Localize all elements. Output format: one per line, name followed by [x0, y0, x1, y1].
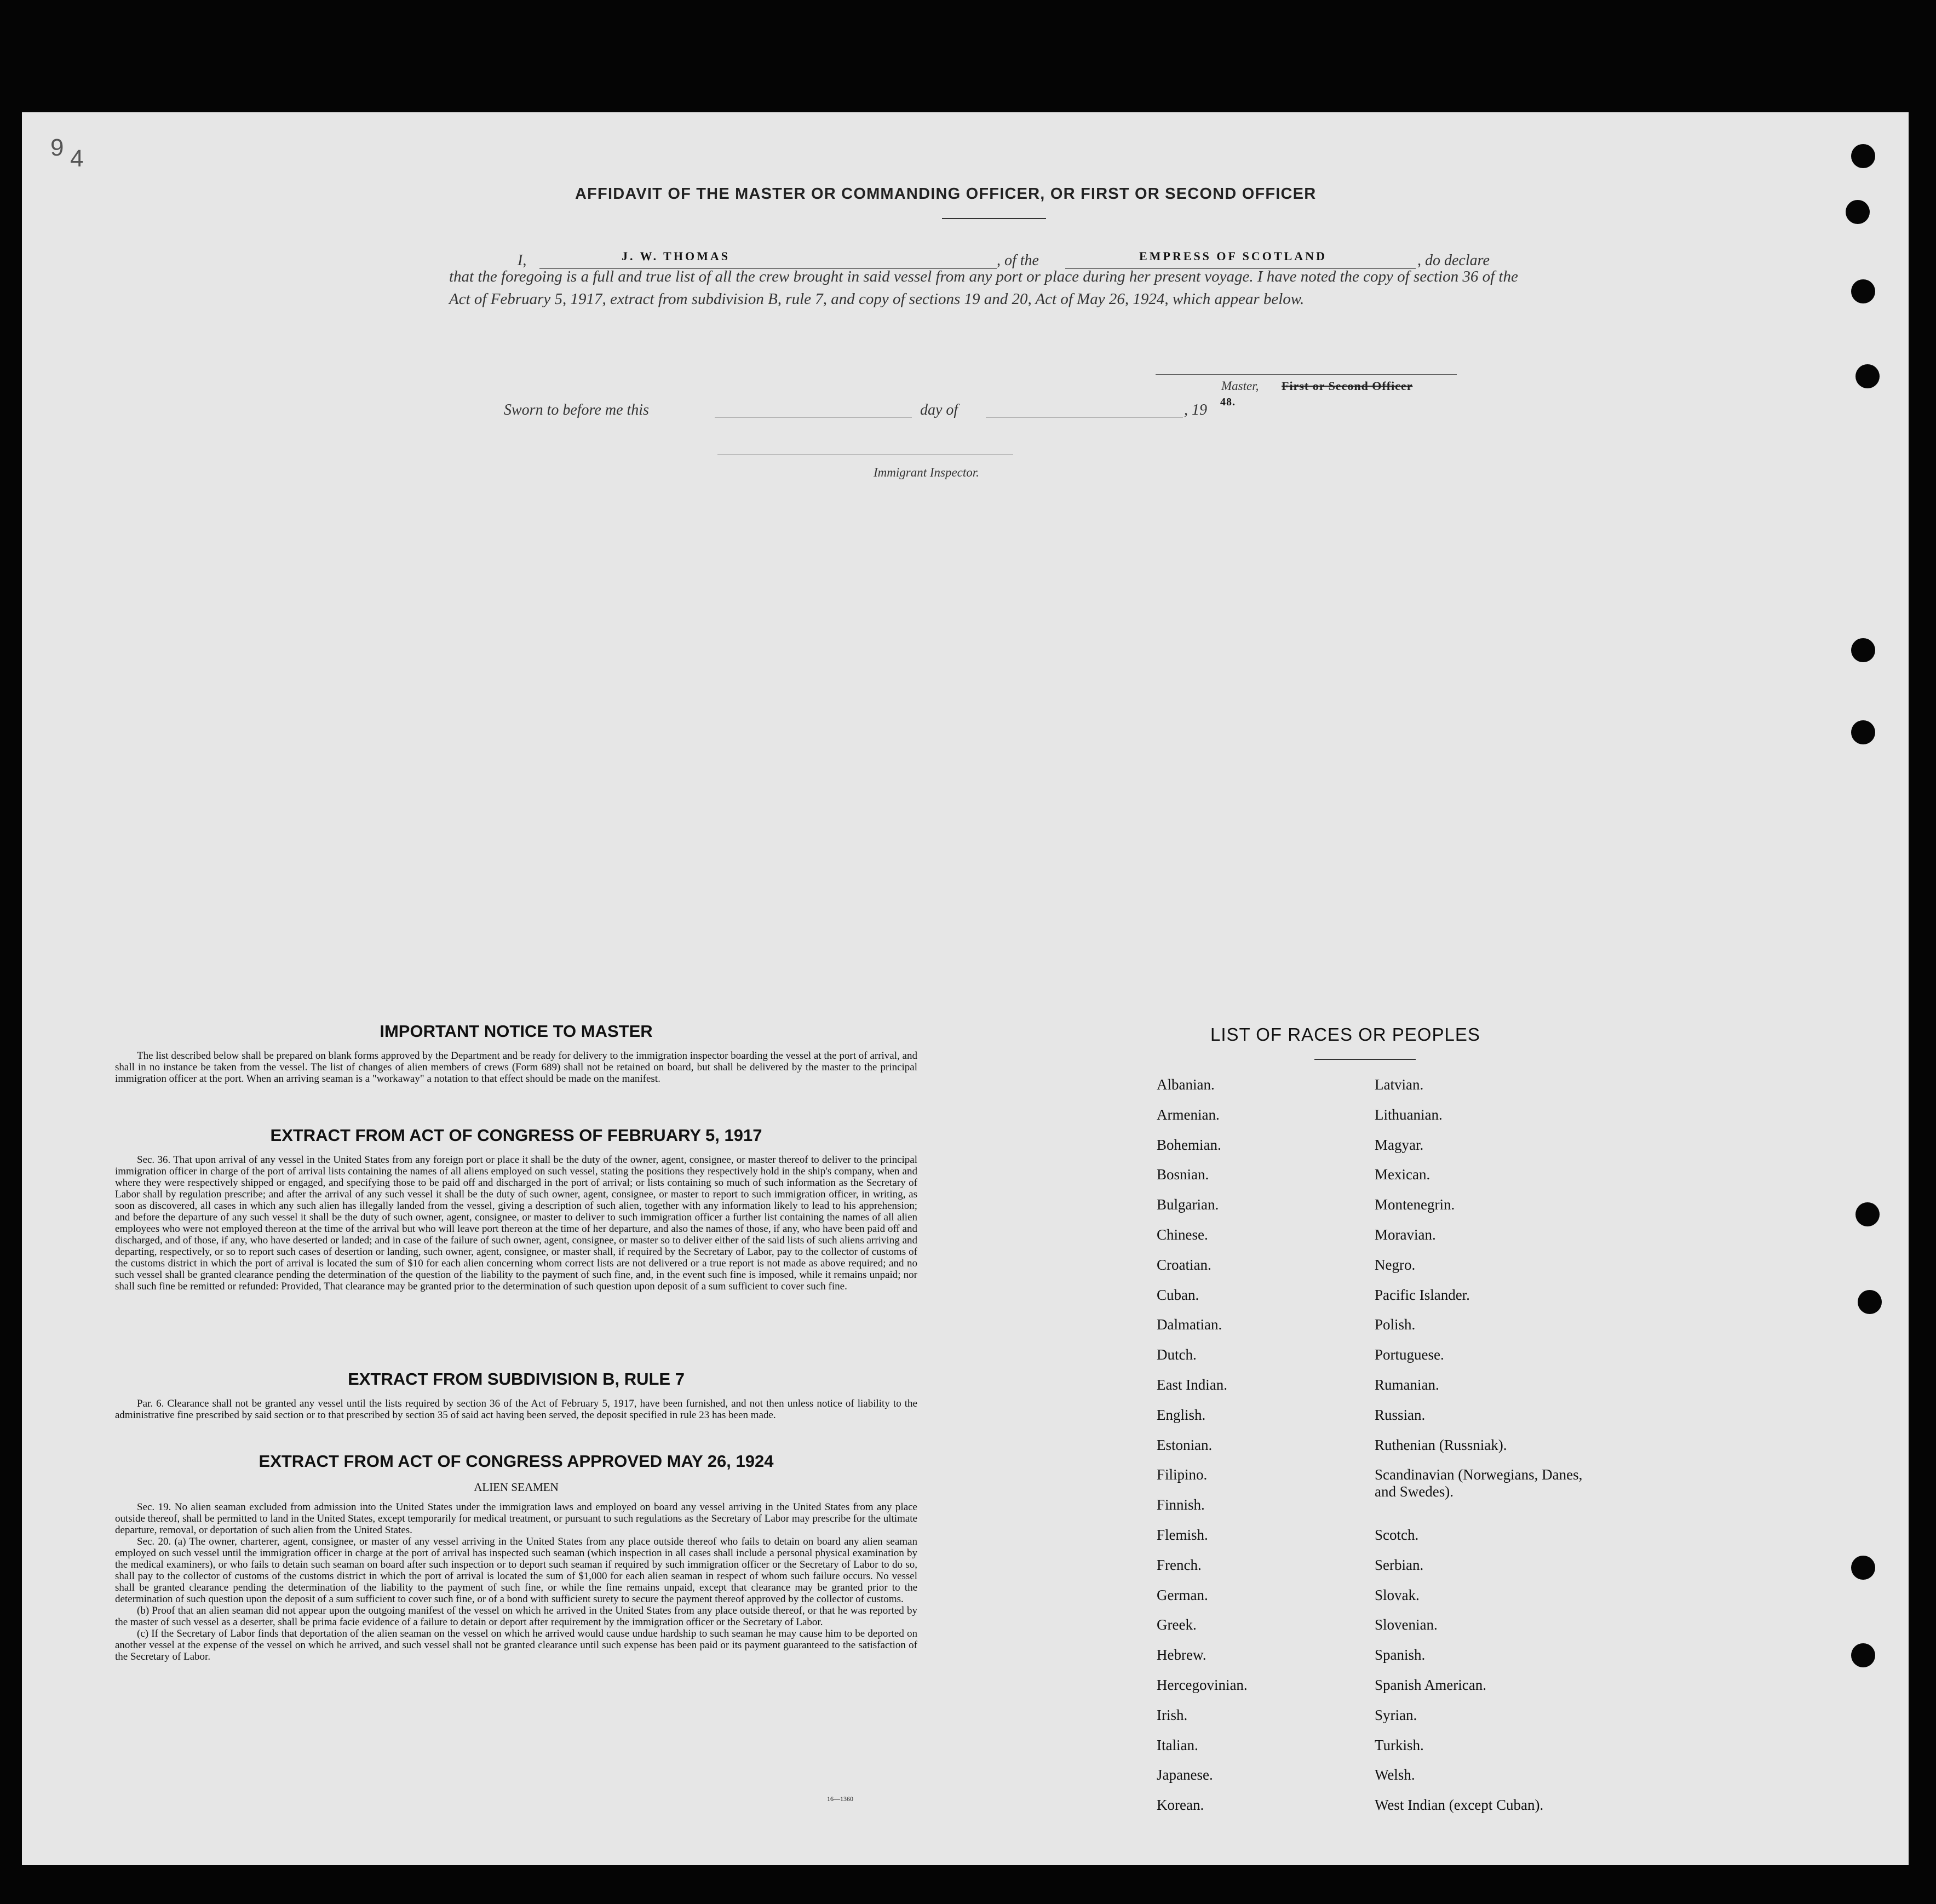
master-label: Master, [1221, 379, 1259, 393]
race-item: West Indian (except Cuban). [1375, 1797, 1544, 1814]
race-item: Scotch. [1375, 1527, 1419, 1543]
race-item: Japanese. [1157, 1767, 1213, 1783]
race-item: Bohemian. [1157, 1136, 1221, 1153]
document-page [22, 112, 1909, 1865]
punch-hole [1851, 1643, 1875, 1667]
race-item: Chinese. [1157, 1226, 1208, 1243]
punch-hole [1855, 1202, 1880, 1226]
race-item: Dalmatian. [1157, 1316, 1222, 1333]
punch-hole [1851, 1556, 1875, 1580]
extract-1917-text: Sec. 36. That upon arrival of any vessel in the United States from any foreign port or place it shall be the duty of the owner, agent, consignee, or master thereof to deliver to the principal immigration officer in charge of the port of arrival lists containing the names of all aliens employed on such vessel, stating the positions they respectively hold in the ship's company, when and where they were respectively shipped or engaged, and specifying those to be paid off and discharged in the port of arrival; or lists containing so much of such information as the Secretary of Labor shall by regulation prescribe; and after the arrival of any such vessel it shall be the duty of such owner, agent, consignee, or master to report to such immigration officer, in writing, as soon as discovered, all cases in which any such alien has illegally landed from the vessel, giving a description of such alien, together with any information likely to lead to his apprehension; and before the departure of any such vessel it shall be the duty of such owner, agent, consignee, or master to deliver to such immigration officer a further list containing the names of all alien employees who were not employed thereon at the time of the arrival but who will leave port thereon at the time of her departure, and also the names of those, if any, who have been paid off and discharged, and of those, if any, who have deserted or landed; and in case of the failure of such owner, agent, consignee, or master so to deliver either of the said lists of such aliens arriving and departing, respectively, or so to report such cases of desertion or landing, such owner, agent, consignee, or master shall, if required by the Secretary of Labor, pay to the collector of customs of the customs district in which the port of arrival is located the sum of $10 for each alien concerning whom correct lists are not delivered or a true report is not made as above required; and no such vessel shall be granted clearance pending the determination of the question of the liability to the payment of such fine, and, in the event such fine is imposed, while it remains unpaid; nor shall such fine be remitted or refunded: Provided, That clearance may be granted prior to the determination of such question upon deposit of a sum sufficient to cover such fine. [115, 1154, 917, 1292]
race-item: Hercegovinian. [1157, 1677, 1248, 1693]
race-item: Russian. [1375, 1406, 1426, 1423]
margin-mark-1: 9 [50, 134, 64, 161]
race-item: Montenegrin. [1375, 1196, 1455, 1213]
day-of-label: day of [920, 402, 958, 418]
race-item: Bosnian. [1157, 1166, 1209, 1183]
race-item: Welsh. [1375, 1767, 1415, 1783]
sworn-prefix: Sworn to before me this [504, 402, 649, 418]
races-title-rule [1314, 1059, 1416, 1060]
race-item: Scandinavian (Norwegians, Danes, and Swedes). [1375, 1466, 1583, 1500]
punch-hole [1855, 364, 1880, 388]
sec-20c-text: (c) If the Secretary of Labor finds that deportation of the alien seaman on the vessel on which he arrived would cause undue hardship to such seaman he may cause him to be deported on another vessel at the expense of the vessel on which he arrived, and such vessel shall not be granted clearance until such expense has been paid or its payment guaranteed to the satisfaction of the Secretary of Labor. [115, 1628, 917, 1662]
affidavit-i-label: I, [518, 252, 527, 269]
do-declare-label: , do declare [1417, 252, 1490, 269]
race-item: Italian. [1157, 1736, 1198, 1753]
year-filled: 48. [1220, 396, 1236, 408]
immigrant-inspector-label: Immigrant Inspector. [874, 466, 979, 479]
struck-officer-label: First or Second Officer [1282, 379, 1413, 393]
race-item: Flemish. [1157, 1527, 1208, 1543]
race-item: Bulgarian. [1157, 1196, 1219, 1213]
race-item: Portuguese. [1375, 1346, 1444, 1363]
race-item: Mexican. [1375, 1166, 1431, 1183]
master-name-filled: J. W. THOMAS [622, 249, 730, 263]
race-item: Lithuanian. [1375, 1106, 1443, 1123]
race-item: Spanish American. [1375, 1677, 1486, 1693]
year-prefix: , 19 [1184, 402, 1207, 418]
race-item: Finnish. [1157, 1496, 1205, 1513]
race-item: East Indian. [1157, 1377, 1227, 1393]
race-item: Spanish. [1375, 1647, 1426, 1664]
race-item: Armenian. [1157, 1106, 1220, 1123]
race-item: Pacific Islander. [1375, 1286, 1470, 1303]
affidavit-title: AFFIDAVIT OF THE MASTER OR COMMANDING OFFICER, OR FIRST OR SECOND OFFICER [575, 185, 1317, 203]
title-rule [942, 218, 1046, 219]
race-item: Magyar. [1375, 1136, 1424, 1153]
extract-rule7-text: Par. 6. Clearance shall not be granted any vessel until the lists required by section 36 of the Act of February 5, 1917, have been furnished, and not then unless notice of liability to the administrative fine prescribed by said section or to that prescribed by section 35 of said act having been served, the deposit specified in rule 23 has been made. [115, 1398, 917, 1421]
race-item: Moravian. [1375, 1226, 1436, 1243]
punch-hole [1846, 200, 1870, 224]
punch-hole [1851, 279, 1875, 303]
sec-20a-text: Sec. 20. (a) The owner, charterer, agent, consignee, or master of any vessel arriving in the United States from any place outside thereof who fails to detain on board any alien seaman employed on such vessel until the immigration officer in charge at the port of arrival has inspected such seaman (which inspection in all cases shall include a personal physical examination by the medical examiners), or who fails to detain such seaman on board after such inspection or to deport such seaman if required by such immigration officer or the Secretary of Labor to do so, shall pay to the collector of customs of the customs district in which the port of arrival is located the sum of $1,000 for each alien seaman in respect of whom such failure occurs. No vessel shall be granted clearance pending the determination of the liability to the payment of such fine, or while the fine remains unpaid, except that clearance may be granted prior to the determination of such question upon the deposit of a sum sufficient to cover such fine, or of a bond with sufficient surety to secure the payment thereof approved by the collector of customs. [115, 1536, 917, 1605]
sec-20b-text: (b) Proof that an alien seaman did not appear upon the outgoing manifest of the vessel on which he arrived in the United States from any place outside thereof, or that he was reported by the master of such vessel as a deserter, shall be prima facie evidence of a failure to detain or deport after requirement by the immigration officer or the Secretary of Labor. [115, 1605, 917, 1628]
race-item: Syrian. [1375, 1706, 1417, 1723]
form-number: 16—1360 [827, 1795, 853, 1803]
race-item: Ruthenian (Russniak). [1375, 1436, 1507, 1453]
race-item: Cuban. [1157, 1286, 1199, 1303]
race-item: Polish. [1375, 1316, 1416, 1333]
race-item: German. [1157, 1586, 1208, 1603]
affidavit-body: that the foregoing is a full and true list of all the crew brought in said vessel from any port or place during her present voyage. I have noted the copy of section 36 of the Act of February 5, 1917, extract from subdivision B, rule 7, and copy of sections 19 and 20, Act of May 26, 1924, which appear below. [449, 268, 1518, 308]
punch-hole [1851, 638, 1875, 662]
margin-mark-2: 4 [70, 145, 84, 172]
extract-1924-title: EXTRACT FROM ACT OF CONGRESS APPROVED MAY 26, 1924 [258, 1452, 774, 1471]
race-item: Korean. [1157, 1797, 1204, 1814]
race-item: Latvian. [1375, 1076, 1424, 1093]
punch-hole [1851, 144, 1875, 168]
punch-hole [1851, 720, 1875, 744]
race-item: Dutch. [1157, 1346, 1197, 1363]
master-signature-line [1156, 374, 1457, 375]
race-item: Albanian. [1157, 1076, 1215, 1093]
race-item: Estonian. [1157, 1436, 1213, 1453]
extract-1917-title: EXTRACT FROM ACT OF CONGRESS OF FEBRUARY 5, 1917 [270, 1126, 762, 1145]
race-item: Irish. [1157, 1706, 1188, 1723]
punch-hole [1858, 1290, 1882, 1314]
race-item: Hebrew. [1157, 1647, 1207, 1664]
race-item: Turkish. [1375, 1736, 1424, 1753]
race-item: Greek. [1157, 1616, 1197, 1633]
race-item: Rumanian. [1375, 1377, 1439, 1393]
race-item: Slovak. [1375, 1586, 1420, 1603]
extract-rule7-title: EXTRACT FROM SUBDIVISION B, RULE 7 [348, 1369, 685, 1389]
race-item: Negro. [1375, 1256, 1416, 1273]
race-item: Slovenian. [1375, 1616, 1438, 1633]
vessel-name-filled: EMPRESS OF SCOTLAND [1139, 249, 1327, 263]
sec-19-text: Sec. 19. No alien seaman excluded from admission into the United States under the immigration laws and employed on board any vessel arriving in the United States from any place outside thereof, shall be permitted to land in the United States, except temporarily for medical treatment, or pursuant to such regulations as the Secretary of Labor may prescribe for the ultimate departure, removal, or deportation of such alien from the United States. [115, 1501, 917, 1536]
race-item: Serbian. [1375, 1556, 1424, 1573]
race-item: Croatian. [1157, 1256, 1211, 1273]
race-item: Filipino. [1157, 1466, 1208, 1483]
extract-1924-body [115, 1501, 917, 1662]
of-the-label: , of the [997, 252, 1039, 269]
notice-title: IMPORTANT NOTICE TO MASTER [380, 1022, 653, 1041]
notice-text: The list described below shall be prepared on blank forms approved by the Department and be ready for delivery to the immigration inspector boarding the vessel at the port of arrival, and shall in no instance be taken from the vessel. The list of changes of alien members of crews (Form 689) shall not be retained on board, but shall be delivered by the master to the principal immigration officer at the port. When an arriving seaman is a "workaway" a notation to that effect should be made on the manifest. [115, 1050, 917, 1085]
alien-seamen-subtitle: ALIEN SEAMEN [474, 1481, 559, 1494]
races-title: LIST OF RACES OR PEOPLES [1210, 1024, 1480, 1045]
race-item: French. [1157, 1556, 1202, 1573]
race-item: English. [1157, 1406, 1206, 1423]
